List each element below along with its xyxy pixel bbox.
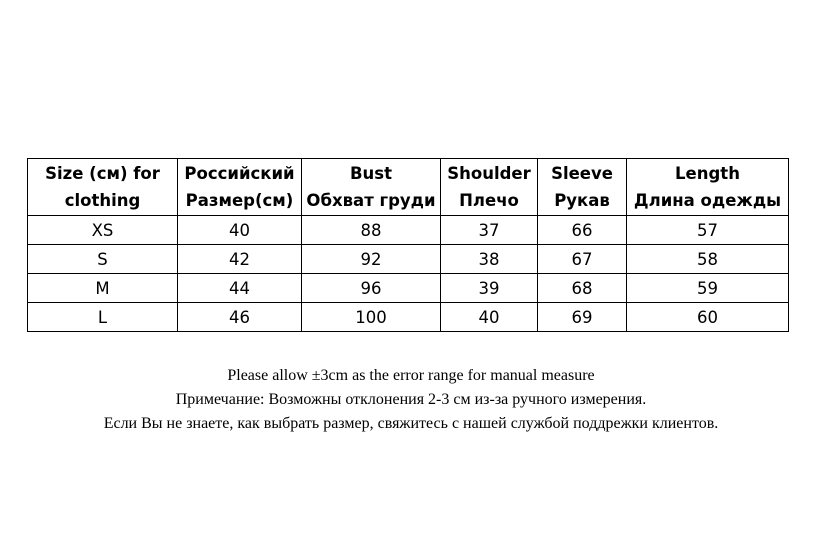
table-row (28, 216, 789, 245)
note-error-range-ru: Примечание: Возможны отклонения 2-3 см из-за ручного измерения. (175, 391, 647, 408)
header-size-line1: Size (см) for (45, 164, 160, 183)
cell-sleeve: 67 (538, 245, 627, 274)
cell-sleeve: 68 (538, 274, 627, 303)
cell-size: XS (28, 216, 178, 245)
cell-shoulder: 40 (441, 303, 538, 332)
cell-size: S (28, 245, 178, 274)
cell-size: M (28, 274, 178, 303)
header-russian-size-line1: Российский (184, 164, 295, 183)
cell-russian-size: 40 (178, 216, 302, 245)
header-sleeve-line2: Рукав (554, 191, 610, 210)
note-error-range: Please allow ±3cm as the error range for manual measure (227, 367, 595, 384)
header-shoulder-line2: Плечо (459, 191, 519, 210)
header-length (627, 159, 789, 216)
cell-length: 58 (627, 245, 789, 274)
cell-length: 57 (627, 216, 789, 245)
table-row (28, 245, 789, 274)
header-length-line2: Длина одежды (633, 191, 782, 210)
cell-shoulder: 37 (441, 216, 538, 245)
header-bust (302, 159, 441, 216)
table-row (28, 303, 789, 332)
size-chart-table (27, 158, 789, 332)
cell-bust: 88 (302, 216, 441, 245)
cell-size: L (28, 303, 178, 332)
header-bust-line2: Обхват груди (306, 191, 436, 210)
header-size-line2: clothing (64, 191, 141, 210)
size-chart-body (28, 216, 789, 332)
cell-shoulder: 38 (441, 245, 538, 274)
cell-bust: 100 (302, 303, 441, 332)
cell-russian-size: 44 (178, 274, 302, 303)
cell-length: 59 (627, 274, 789, 303)
cell-sleeve: 66 (538, 216, 627, 245)
header-size (28, 159, 178, 216)
header-bust-line1: Bust (349, 164, 393, 183)
cell-bust: 96 (302, 274, 441, 303)
cell-russian-size: 46 (178, 303, 302, 332)
header-row (28, 159, 789, 216)
measurement-notes (0, 364, 822, 436)
note-customer-support: Если Вы не знаете, как выбрать размер, свяжитесь с нашей службой поддрежки клиентов. (103, 415, 719, 432)
header-sleeve (538, 159, 627, 216)
cell-length: 60 (627, 303, 789, 332)
table-row (28, 274, 789, 303)
header-shoulder (441, 159, 538, 216)
header-russian-size-line2: Размер(см) (185, 191, 294, 210)
cell-shoulder: 39 (441, 274, 538, 303)
cell-sleeve: 69 (538, 303, 627, 332)
size-chart-header (28, 159, 789, 216)
header-length-line1: Length (675, 164, 740, 183)
cell-russian-size: 42 (178, 245, 302, 274)
header-russian-size (178, 159, 302, 216)
header-sleeve-line1: Sleeve (551, 164, 613, 183)
header-shoulder-line1: Shoulder (447, 164, 531, 183)
cell-bust: 92 (302, 245, 441, 274)
